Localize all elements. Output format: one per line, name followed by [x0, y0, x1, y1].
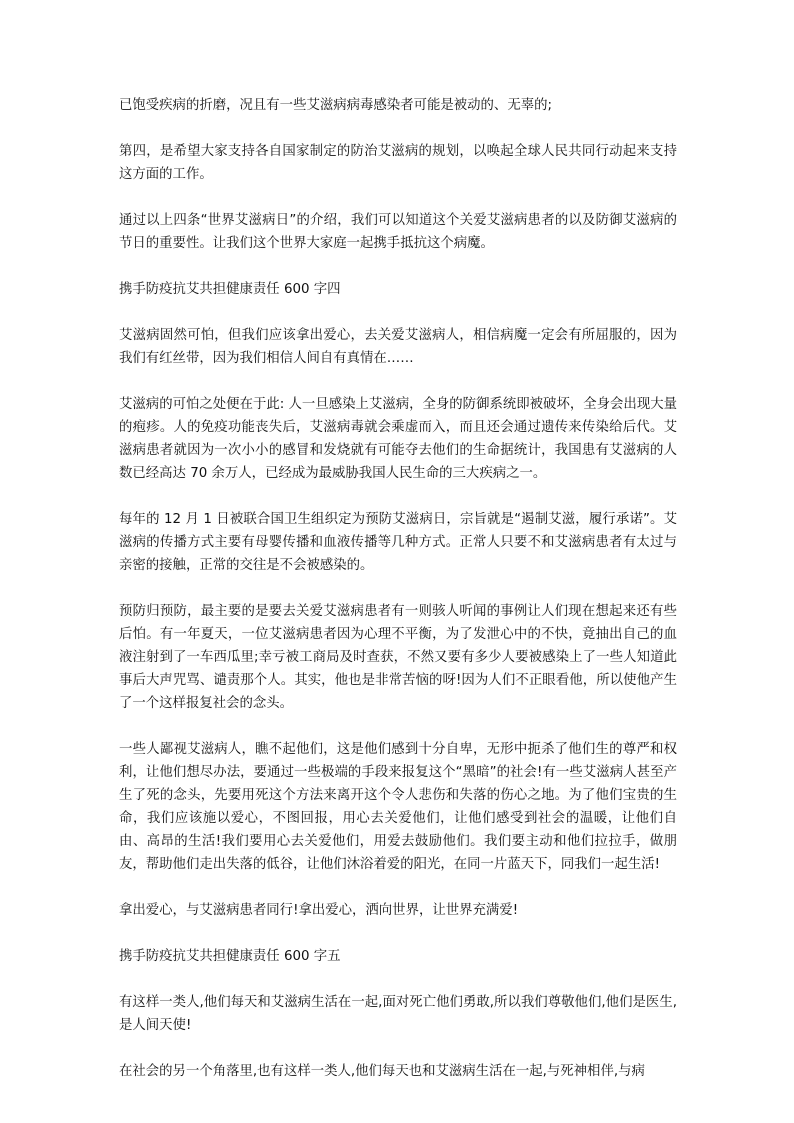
paragraph: 艾滋病的可怕之处便在于此: 人一旦感染上艾滋病，全身的防御系统即被破坏，全身会出现大量的疱疹。人的免疫功能丧失后，艾滋病毒就会乘虚而入，而且还会通过遗传来传染给后代。艾滋病患者就因为一次小小的感冒和发烧就有可能夺去他们的生命据统计，我国患有艾滋病的人数已经高达 70 余万人，已经成为最威胁我国人民生命的三大疾病之一。: [119, 397, 677, 481]
paragraph: 在社会的另一个角落里,也有这样一类人,他们每天也和艾滋病生活在一起,与死神相伴,与病: [119, 1064, 645, 1079]
paragraph: 预防归预防，最主要的是要去关爱艾滋病患者有一则骇人听闻的事例让人们现在想起来还有些后怕。有一年夏天，一位艾滋病患者因为心理不平衡，为了发泄心中的不快，竟抽出自己的血液注射到了一车西瓜里;幸亏被工商局及时查获，不然又要有多少人要被感染上了一些人知道此事后大声咒骂、谴责那个人。其实，他也是非常苦恼的呀!因为人们不正眼看他，所以使他产生了一个这样报复社会的念头。: [119, 604, 677, 711]
section-heading: 携手防疫抗艾共担健康责任 600 字五: [119, 949, 341, 964]
paragraph: 通过以上四条“世界艾滋病日”的介绍，我们可以知道这个关爱艾滋病患者的以及防御艾滋病的节日的重要性。让我们这个世界大家庭一起携手抵抗这个病魔。: [119, 213, 677, 251]
paragraph: 每年的 12 月 1 日被联合国卫生组织定为预防艾滋病日，宗旨就是“遏制艾滋，履行承诺”。艾滋病的传播方式主要有母婴传播和血液传播等几种方式。正常人只要不和艾滋病患者有太过与亲密的接触，正常的交往是不会被感染的。: [119, 512, 677, 573]
paragraph: 一些人鄙视艾滋病人，瞧不起他们，这是他们感到十分自卑，无形中扼杀了他们生的尊严和权利，让他们想尽办法，要通过一些极端的手段来报复这个“黑暗”的社会!有一些艾滋病人甚至产生了死的念头，先要用死这个方法来离开这个令人悲伤和失落的伤心之地。为了他们宝贵的生命，我们应该施以爱心，不图回报，用心去关爱他们，让他们感受到社会的温暖，让他们自由、高昂的生活!我们要用心去关爱他们，用爱去鼓励他们。我们要主动和他们拉拉手，做朋友，帮助他们走出失落的低谷，让他们沐浴着爱的阳光，在同一片蓝天下，同我们一起生活!: [119, 742, 677, 872]
paragraph: 艾滋病固然可怕，但我们应该拿出爱心，去关爱艾滋病人，相信病魔一定会有所屈服的，因为我们有红丝带，因为我们相信人间自有真情在……: [119, 328, 677, 366]
section-heading: 携手防疫抗艾共担健康责任 600 字四: [119, 282, 341, 297]
paragraph: 拿出爱心，与艾滋病患者同行!拿出爱心，洒向世界，让世界充满爱!: [119, 903, 519, 918]
paragraph: 有这样一类人,他们每天和艾滋病生活在一起,面对死亡他们勇敢,所以我们尊敬他们,他们是医生,是人间天使!: [119, 995, 677, 1033]
paragraph: 第四，是希望大家支持各自国家制定的防治艾滋病的规划，以唤起全球人民共同行动起来支持这方面的工作。: [119, 144, 677, 182]
document-body: [119, 94, 677, 1106]
paragraph: 已饱受疾病的折磨，况且有一些艾滋病病毒感染者可能是被动的、无辜的;: [119, 98, 553, 113]
